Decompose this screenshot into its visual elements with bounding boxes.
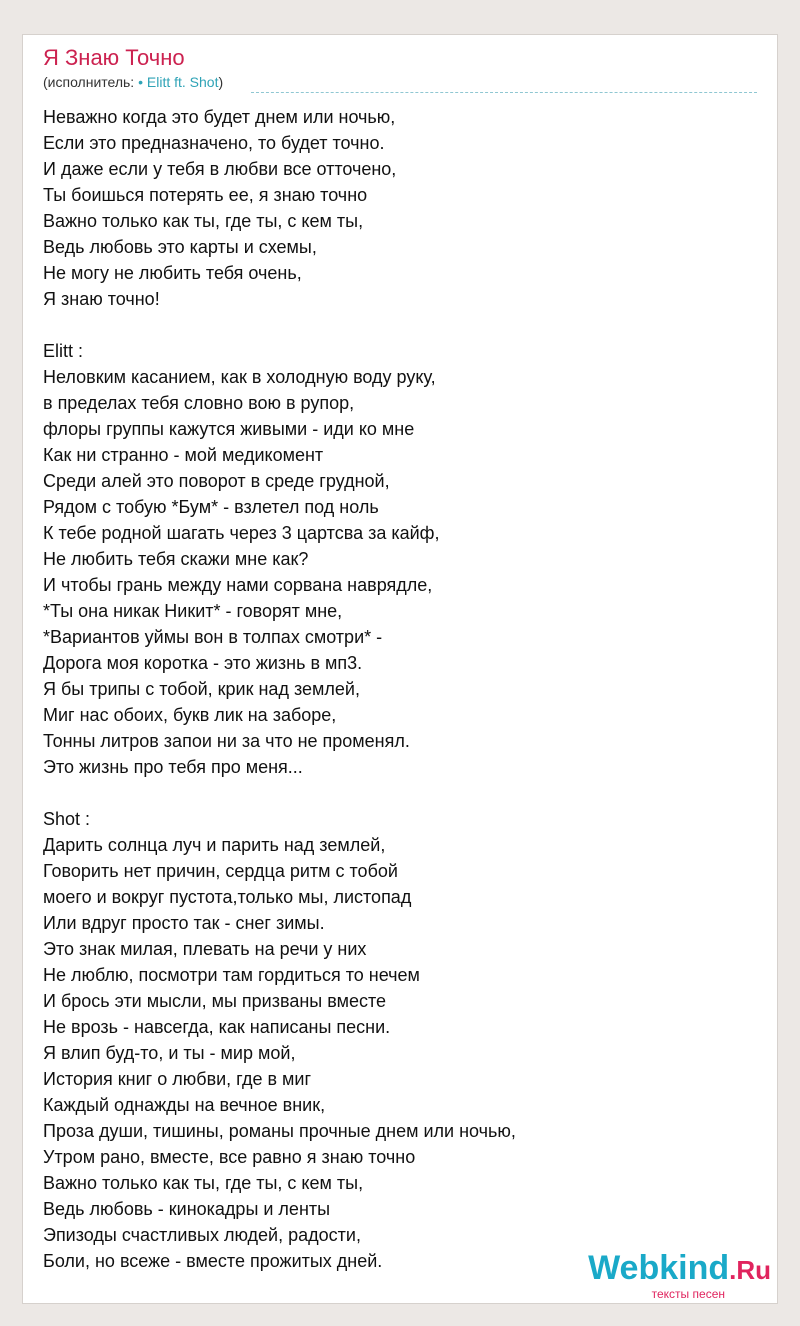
lyric-line: Если это предназначено, то будет точно. bbox=[43, 133, 385, 153]
lyric-line: Важно только как ты, где ты, с кем ты, bbox=[43, 211, 364, 231]
lyric-line: Боли, но всеже - вместе прожитых дней. bbox=[43, 1251, 383, 1271]
lyric-line: Не любить тебя скажи мне как? bbox=[43, 549, 309, 569]
lyric-line: Каждый однажды на вечное вник, bbox=[43, 1095, 326, 1115]
lyric-line: И чтобы грань между нами сорвана наврядле, bbox=[43, 575, 433, 595]
lyric-line: И брось эти мысли, мы призваны вместе bbox=[43, 991, 387, 1011]
lyric-line: Это знак милая, плевать на речи у них bbox=[43, 939, 367, 959]
lyric-line: Ведь любовь - кинокадры и ленты bbox=[43, 1199, 331, 1219]
lyric-line: Неловким касанием, как в холодную воду руку, bbox=[43, 367, 436, 387]
lyric-line: Говорить нет причин, сердца ритм с тобой bbox=[43, 861, 398, 881]
lyric-line: Я знаю точно! bbox=[43, 289, 160, 309]
lyric-line: Среди алей это поворот в среде грудной, bbox=[43, 471, 390, 491]
lyric-line: Эпизоды счастливых людей, радости, bbox=[43, 1225, 361, 1245]
lyric-line: Не люблю, посмотри там гордиться то нечем bbox=[43, 965, 420, 985]
song-title: Я Знаю Точно bbox=[43, 45, 185, 70]
lyric-line: Дорога моя коротка - это жизнь в мп3. bbox=[43, 653, 363, 673]
lyrics-card bbox=[22, 34, 778, 1304]
lyric-line: Важно только как ты, где ты, с кем ты, bbox=[43, 1173, 364, 1193]
lyric-line: И даже если у тебя в любви все отточено, bbox=[43, 159, 397, 179]
artist-prefix: (исполнитель: bbox=[43, 74, 139, 90]
lyric-line: Я влип буд-то, и ты - мир мой, bbox=[43, 1043, 296, 1063]
lyric-line: Не врозь - навсегда, как написаны песни. bbox=[43, 1017, 391, 1037]
blank-line bbox=[43, 780, 763, 806]
artist-suffix: ) bbox=[218, 74, 224, 90]
lyrics-text bbox=[43, 104, 763, 1274]
lyric-line: *Вариантов уймы вон в толпах смотри* - bbox=[43, 627, 383, 647]
lyric-line: Как ни странно - мой медикомент bbox=[43, 445, 324, 465]
artist-line bbox=[43, 74, 223, 90]
lyric-line: Не могу не любить тебя очень, bbox=[43, 263, 302, 283]
webkind-logo[interactable] bbox=[571, 1249, 771, 1299]
lyric-line: Тонны литров запои ни за что не променял. bbox=[43, 731, 410, 751]
logo-brand: Webkind bbox=[588, 1249, 730, 1287]
lyric-line: Неважно когда это будет днем или ночью, bbox=[43, 107, 396, 127]
lyric-line: флоры группы кажутся живыми - иди ко мне bbox=[43, 419, 415, 439]
lyric-line: Дарить солнца луч и парить над землей, bbox=[43, 835, 386, 855]
lyric-line: Это жизнь про тебя про меня... bbox=[43, 757, 303, 777]
lyric-line: Миг нас обоих, букв лик на заборе, bbox=[43, 705, 337, 725]
lyric-line: Рядом с тобую *Бум* - взлетел под ноль bbox=[43, 497, 379, 517]
lyric-line: Утром рано, вместе, все равно я знаю точно bbox=[43, 1147, 416, 1167]
lyric-line: Ведь любовь это карты и схемы, bbox=[43, 237, 317, 257]
lyric-line: Проза души, тишины, романы прочные днем или ночью, bbox=[43, 1121, 516, 1141]
lyric-line: *Ты она никак Никит* - говорят мне, bbox=[43, 601, 343, 621]
lyric-line: Я бы трипы с тобой, крик над землей, bbox=[43, 679, 360, 699]
lyric-line: моего и вокруг пустота,только мы, листопад bbox=[43, 887, 412, 907]
lyric-line: Ты боишься потерять ее, я знаю точно bbox=[43, 185, 368, 205]
lyric-line: Или вдруг просто так - снег зимы. bbox=[43, 913, 325, 933]
logo-tld: .Ru bbox=[729, 1255, 771, 1285]
lyric-line: Elitt : bbox=[43, 341, 84, 361]
lyric-line: в пределах тебя словно вою в рупор, bbox=[43, 393, 355, 413]
logo-tagline: тексты песен bbox=[651, 1287, 725, 1301]
divider bbox=[251, 92, 757, 93]
lyric-line: К тебе родной шагать через 3 цартсва за кайф, bbox=[43, 523, 440, 543]
blank-line bbox=[43, 312, 763, 338]
lyric-line: Shot : bbox=[43, 809, 91, 829]
lyric-line: История книг о любви, где в миг bbox=[43, 1069, 312, 1089]
artist-link[interactable]: • Elitt ft. Shot bbox=[138, 74, 219, 90]
logo-wordmark bbox=[588, 1249, 771, 1288]
